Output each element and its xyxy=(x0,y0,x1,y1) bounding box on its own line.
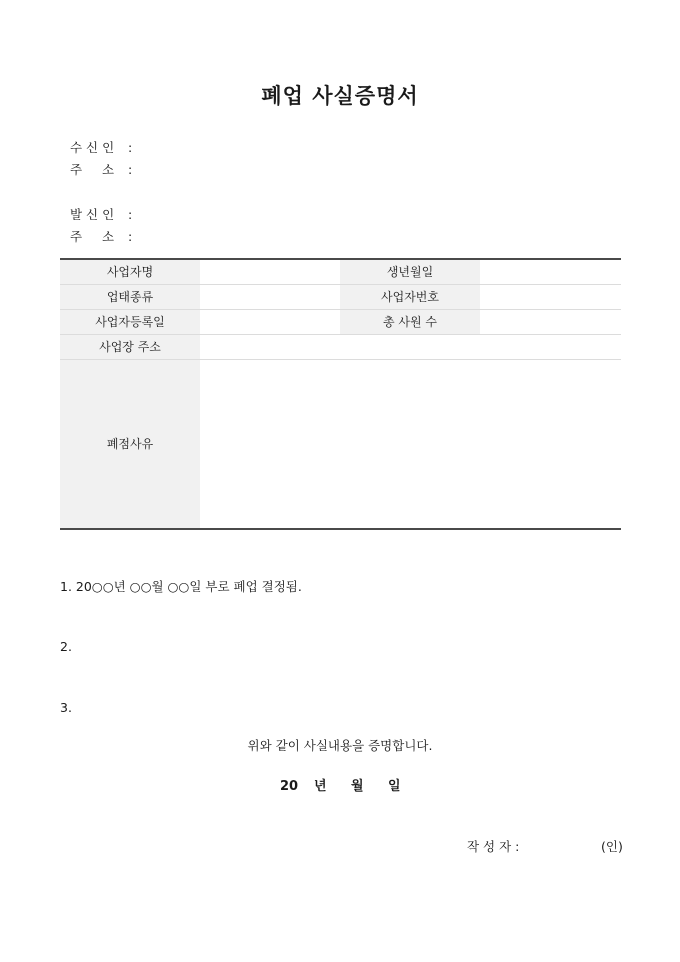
birth-date-value[interactable] xyxy=(480,259,621,284)
date-month-unit: 월 xyxy=(351,779,364,794)
recipient-address-line xyxy=(70,161,138,179)
table-row xyxy=(60,259,621,284)
document-title: 폐업 사실증명서 xyxy=(261,84,419,108)
item-3: 3. xyxy=(60,700,72,715)
business-address-value[interactable] xyxy=(200,334,621,359)
business-name-label: 사업자명 xyxy=(60,259,200,284)
sender-name-label: 발 신 인 xyxy=(70,207,115,222)
registration-date-value[interactable] xyxy=(200,309,340,334)
total-employees-label: 총 사원 수 xyxy=(340,309,480,334)
business-type-value[interactable] xyxy=(200,284,340,309)
sender-name-colon: : xyxy=(128,207,133,222)
birth-date-label: 생년월일 xyxy=(340,259,480,284)
table-row xyxy=(60,359,621,529)
business-address-label: 사업장 주소 xyxy=(60,334,200,359)
sender-address-colon: : xyxy=(128,229,133,244)
business-type-label: 업태종류 xyxy=(60,284,200,309)
business-number-label: 사업자번호 xyxy=(340,284,480,309)
confirmation-text: 위와 같이 사실내용을 증명합니다. xyxy=(247,738,433,753)
total-employees-value[interactable] xyxy=(480,309,621,334)
sender-address-label: 주 소 xyxy=(70,229,115,244)
date-year: 20 xyxy=(280,779,299,794)
seal-mark: (인) xyxy=(601,839,623,854)
recipient-name-colon: : xyxy=(128,140,133,155)
author-label: 작 성 자 : xyxy=(467,839,520,854)
recipient-name-line xyxy=(70,139,138,157)
sender-address-line xyxy=(70,228,138,246)
closure-reason-value[interactable] xyxy=(200,359,621,529)
recipient-address-label: 주 소 xyxy=(70,162,115,177)
recipient-name-label: 수 신 인 xyxy=(70,140,115,155)
item-2: 2. xyxy=(60,639,72,654)
table-row xyxy=(60,309,621,334)
closure-reason-label: 폐점사유 xyxy=(60,359,200,529)
recipient-address-colon: : xyxy=(128,162,133,177)
table-row xyxy=(60,334,621,359)
business-number-value[interactable] xyxy=(480,284,621,309)
table-row xyxy=(60,284,621,309)
business-info-table xyxy=(60,258,621,530)
date-year-unit: 년 xyxy=(314,779,327,794)
date-day-unit: 일 xyxy=(388,779,401,794)
business-name-value[interactable] xyxy=(200,259,340,284)
sender-name-line xyxy=(70,206,138,224)
item-1: 1. 20○○년 ○○월 ○○일 부로 폐업 결정됨. xyxy=(60,579,302,594)
registration-date-label: 사업자등록일 xyxy=(60,309,200,334)
